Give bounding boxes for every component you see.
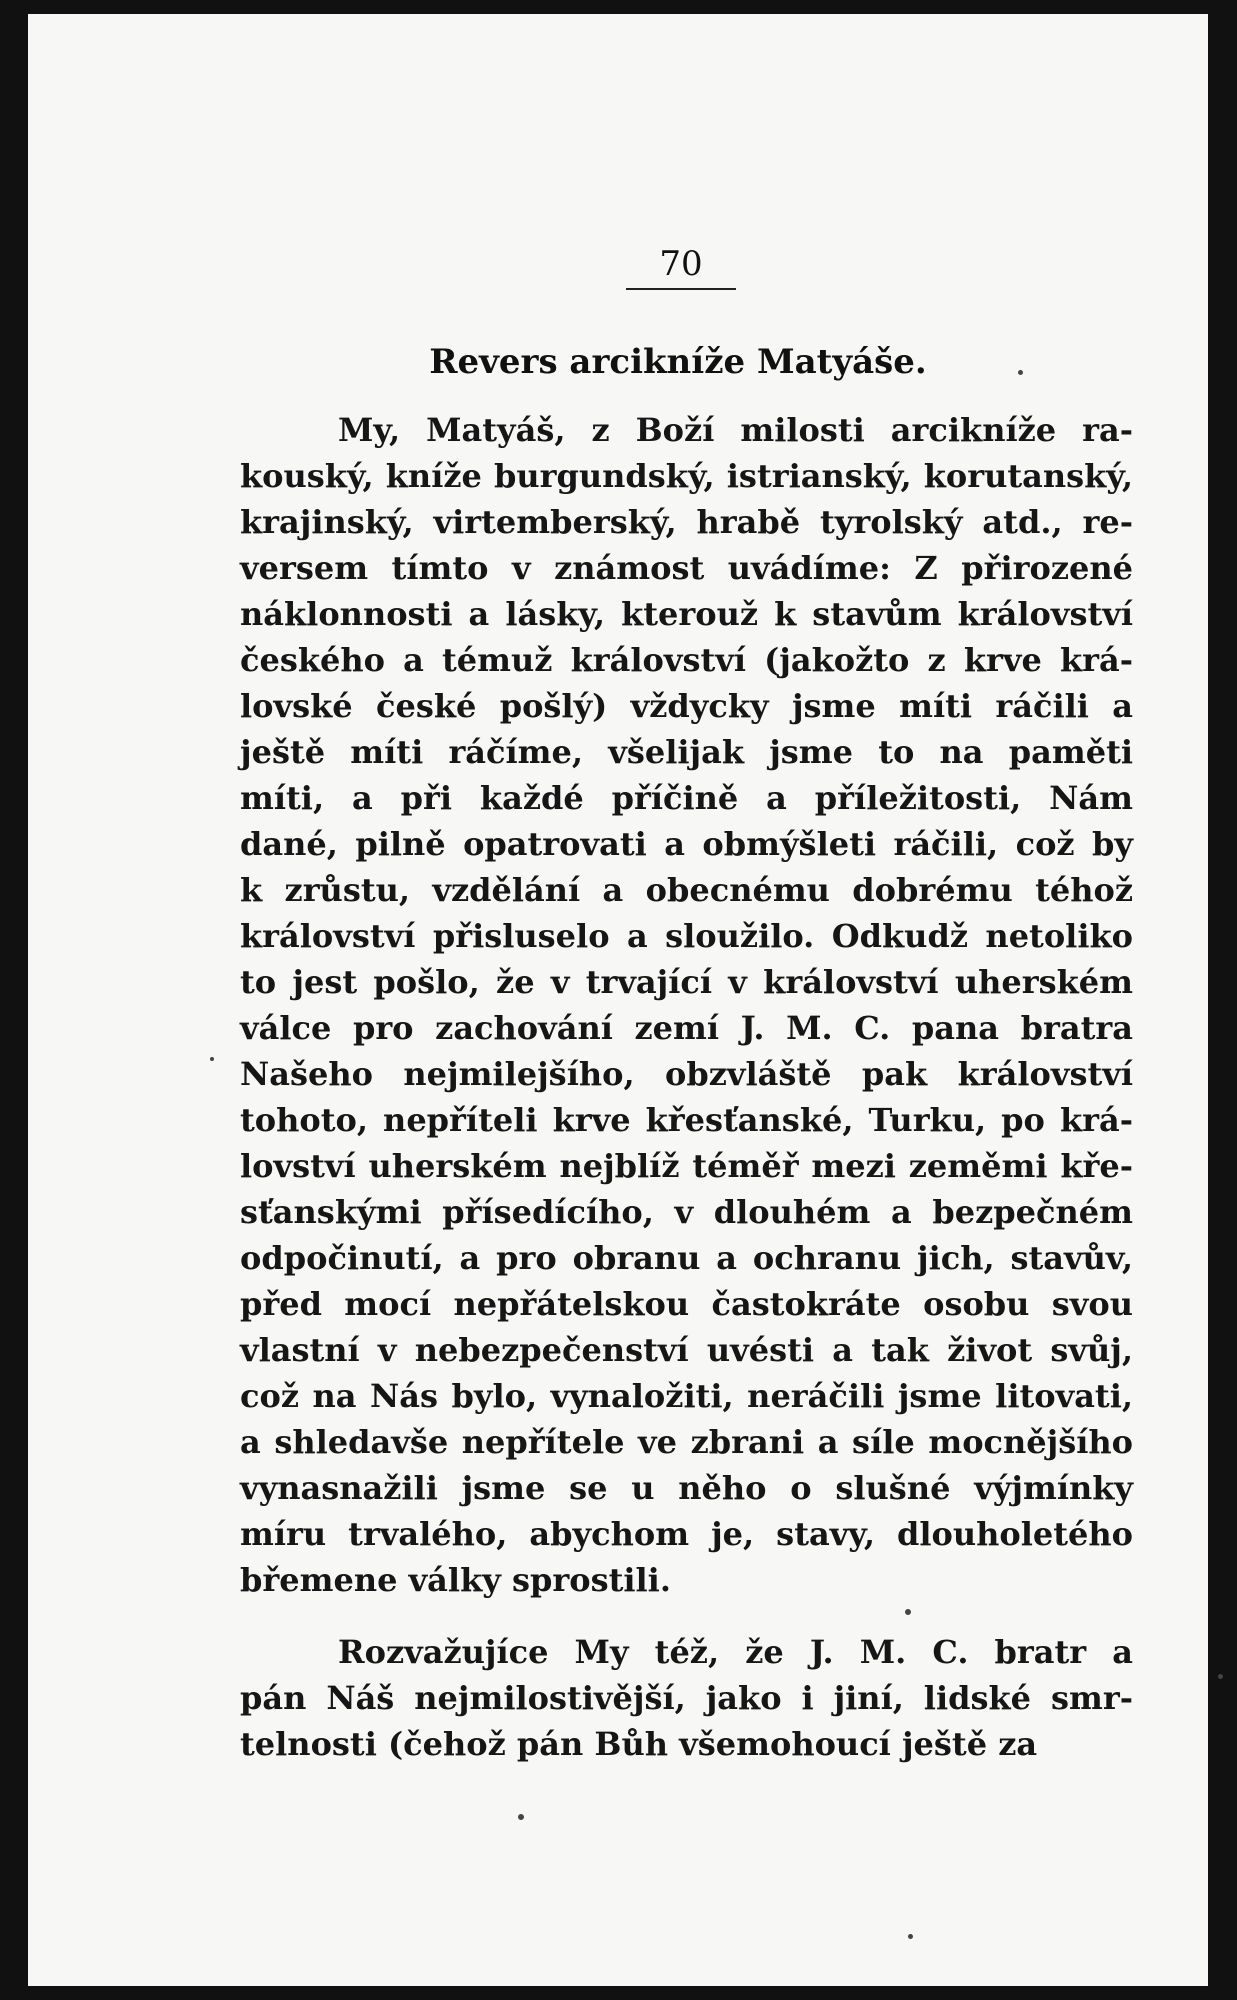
text-line: břemene války sprostili. <box>240 1561 671 1599</box>
text-line: k zrůstu, vzdělání a obecnému dobrému téhož <box>240 871 1133 909</box>
text-line: českého a témuž království (jakožto z krve krá- <box>240 641 1133 679</box>
text-line: míru trvalého, abychom je, stavy, dlouholetého <box>240 1515 1133 1553</box>
print-speck <box>210 1057 214 1061</box>
text-line: válce pro zachování zemí J. M. C. pana bratra <box>240 1009 1133 1047</box>
text-line: versem tímto v známost uvádíme: Z přirozené <box>240 549 1133 587</box>
text-line: odpočinutí, a pro obranu a ochranu jich, stavův, <box>240 1239 1133 1277</box>
text-line: to jest pošlo, že v trvající v království uherském <box>240 963 1133 1001</box>
print-speck <box>908 1934 913 1939</box>
text-line: dané, pilně opatrovati a obmýšleti ráčili, což by <box>240 825 1133 863</box>
text-line: království přisluselo a sloužilo. Odkudž netoliko <box>240 917 1133 955</box>
print-speck <box>1218 1674 1223 1679</box>
text-line: krajinský, virtemberský, hrabě tyrolský atd., re- <box>240 503 1133 541</box>
text-line: vlastní v nebezpečenství uvésti a tak život svůj, <box>240 1331 1133 1369</box>
text-line: a shledavše nepřítele ve zbrani a síle mocnějšího <box>240 1423 1133 1461</box>
text-line: kouský, kníže burgundský, istrianský, korutanský, <box>240 457 1133 495</box>
section-title: Revers arcikníže Matyáše. <box>429 342 927 382</box>
book-page <box>28 14 1208 1986</box>
page-number: 70 <box>626 244 736 290</box>
print-speck <box>1018 370 1023 375</box>
text-line: lovské české pošlý) vždycky jsme míti ráčili a <box>240 687 1133 725</box>
text-line: což na Nás bylo, vynaložiti, neráčili jsme litovati, <box>240 1377 1133 1415</box>
text-line: My, Matyáš, z Boží milosti arcikníže ra- <box>338 411 1133 449</box>
paragraph-1 <box>240 407 1133 1603</box>
text-line: náklonnosti a lásky, kterouž k stavům království <box>240 595 1133 633</box>
text-line: před mocí nepřátelskou častokráte osobu svou <box>240 1285 1133 1323</box>
text-line: lovství uherském nejblíž téměř mezi zeměmi kře- <box>240 1147 1133 1185</box>
text-line: Našeho nejmilejšího, obzvláště pak království <box>240 1055 1133 1093</box>
text-line: míti, a při každé příčině a příležitosti, Nám <box>240 779 1133 817</box>
text-line: tohoto, nepříteli krve křesťanské, Turku, po krá- <box>240 1101 1133 1139</box>
text-line: vynasnažili jsme se u něho o slušné výjmínky <box>240 1469 1133 1507</box>
text-line: Rozvažujíce My též, že J. M. C. bratr a <box>338 1633 1133 1671</box>
text-line: pán Náš nejmilostivější, jako i jiní, lidské smr- <box>240 1679 1133 1717</box>
print-speck <box>518 1814 524 1820</box>
text-line: telnosti (čehož pán Bůh všemohoucí ještě za <box>240 1725 1038 1763</box>
print-speck <box>905 1609 911 1615</box>
text-line: sťanskými přísedícího, v dlouhém a bezpečném <box>240 1193 1133 1231</box>
paragraph-2 <box>240 1629 1133 1767</box>
text-line: ještě míti ráčíme, všelijak jsme to na paměti <box>240 733 1133 771</box>
